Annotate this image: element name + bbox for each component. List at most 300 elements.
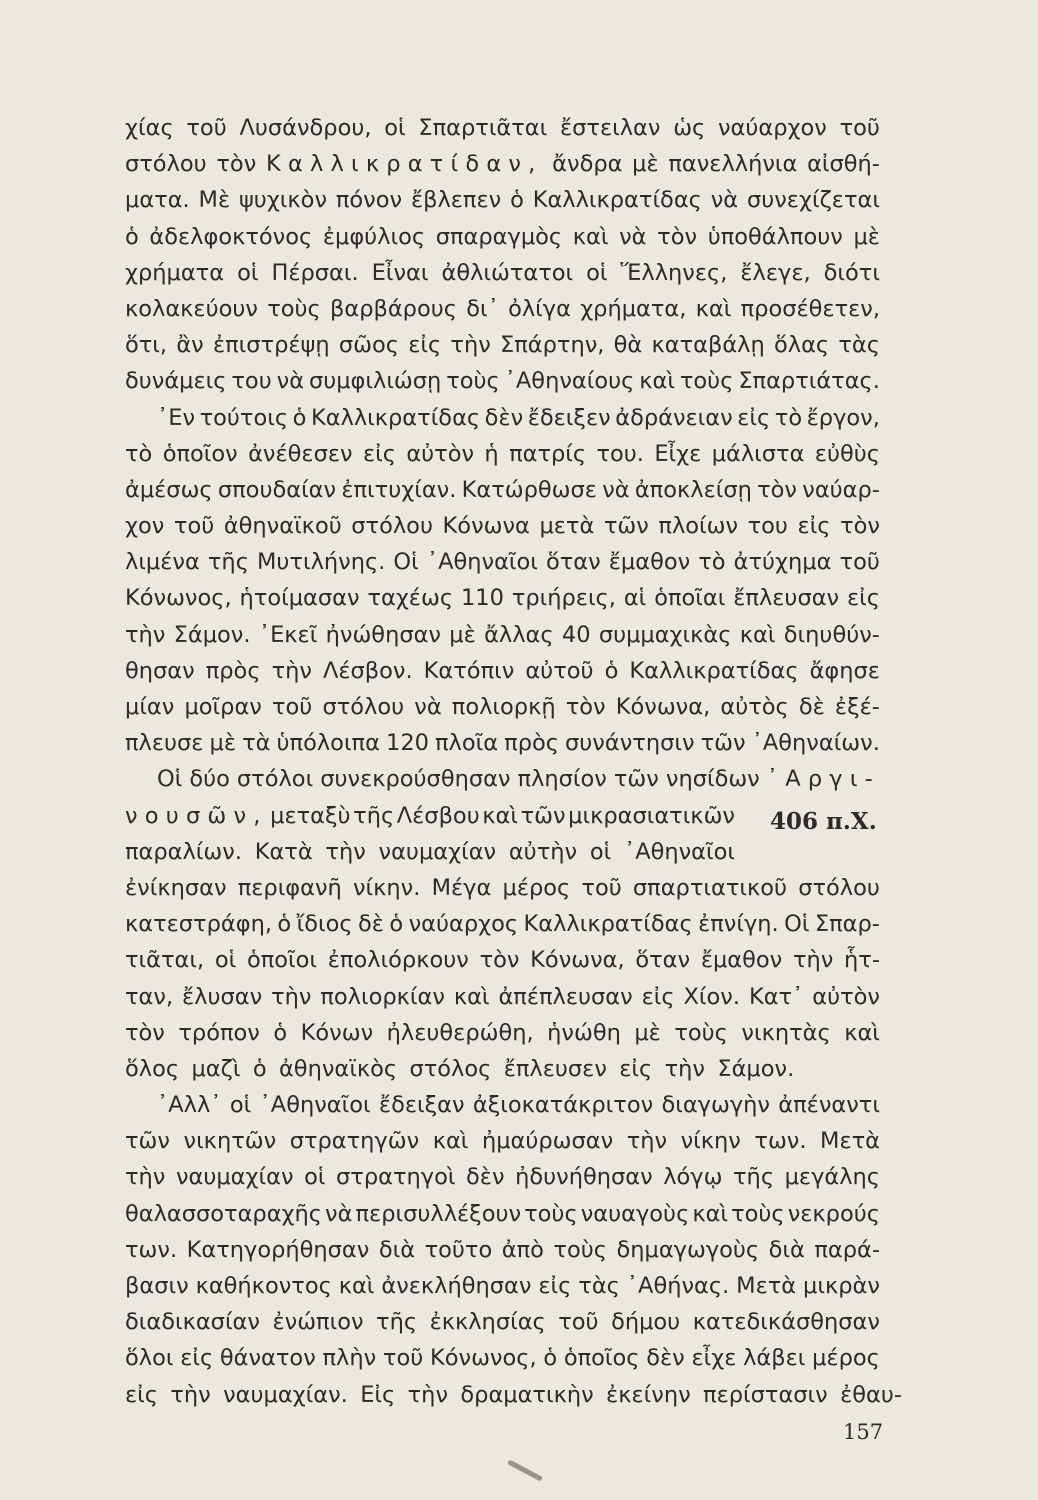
word: στόλοι [236, 766, 314, 793]
word: τοῦ [382, 1345, 424, 1372]
word: τοὺς [553, 1236, 607, 1263]
word: Σπάρτην, [500, 332, 605, 359]
word: εἰς [362, 440, 396, 467]
word: στόλου [351, 513, 433, 540]
word: ναυμαχίαν [378, 838, 497, 865]
word: Κατηγορήθησαν [186, 1236, 370, 1263]
word: ἔμαθον [700, 947, 783, 974]
word: τοῦ [173, 513, 215, 540]
word: τῆς [376, 1309, 418, 1336]
word: ναύαρχος [408, 911, 519, 938]
word: ἄφησε [809, 657, 880, 684]
word: μέρος [502, 874, 571, 901]
word: πολιορκίαν [320, 983, 445, 1010]
word: τὴν [450, 332, 491, 359]
word: τοῦ [581, 874, 622, 901]
word: ὅλος [125, 1055, 180, 1082]
word: αὐτὴν [508, 838, 578, 865]
word: ἐμφύλιος [322, 223, 426, 250]
word: Μυτιλήνης. [256, 549, 386, 576]
word: πόνον [335, 187, 403, 214]
word: τὴν [271, 657, 312, 684]
word: ἀτύχημα [733, 549, 832, 576]
word: αἱ [623, 585, 647, 612]
word: κατεδικάσθησαν [692, 1309, 880, 1336]
word: περίστασιν [703, 1381, 828, 1408]
word: ναυμαχίαν [175, 1164, 294, 1191]
word: ᾽Αθηναίους [504, 368, 635, 395]
word: ἡνώθη [547, 1019, 621, 1046]
word: τὸ [125, 440, 153, 467]
word: οἱ [304, 1164, 326, 1191]
word: ὅταν [545, 549, 601, 576]
word: μέρος [812, 1345, 880, 1372]
word: πρὸς [504, 730, 559, 757]
word: ὁ [273, 1019, 288, 1046]
word: τοὺς [446, 368, 500, 395]
word: Καλλικρατίδας [310, 404, 481, 431]
word: τὴν [664, 1055, 705, 1082]
word: μαζὶ [191, 1055, 241, 1082]
word: ἐκείνην [606, 1381, 691, 1408]
word: ναυμαχίαν. [223, 1381, 348, 1408]
word: Μετὰ [820, 1128, 880, 1155]
word: Οἱ [784, 911, 810, 938]
word: ἀθλιώτατοι [441, 259, 574, 286]
word: τοὺς [524, 1200, 578, 1227]
text-line [125, 761, 880, 797]
word: ταν, [125, 983, 174, 1010]
word: διὰ [768, 1236, 805, 1263]
word: Καλλικρατίδας [629, 657, 799, 684]
word: ὁ [604, 657, 619, 684]
word: τὸν [657, 223, 698, 250]
word: εἰς [125, 1381, 158, 1408]
word: τὴν [407, 1381, 449, 1408]
word: ἐθαυ- [840, 1381, 902, 1408]
word: νικητῶν [183, 1128, 277, 1155]
text-line [125, 979, 880, 1015]
word: ἀδελφοκτόνος [149, 223, 313, 250]
word: ταχέως [367, 585, 454, 612]
word: ἐπολιόρκουν [327, 947, 469, 974]
text-line [125, 1232, 880, 1268]
word: καὶ [844, 1019, 880, 1046]
word: νὰ [325, 1200, 353, 1227]
word: εἰς [408, 332, 442, 359]
word: καὶ [572, 223, 609, 250]
word: τούτοις [199, 404, 289, 431]
word: Μετὰ [736, 1273, 797, 1299]
word: θὰ [613, 332, 643, 359]
word: ὁ [510, 187, 524, 214]
word: τὴν [271, 983, 312, 1010]
text-line [125, 653, 880, 689]
word: ἀπέναντι [778, 1092, 880, 1119]
word: τῶν [125, 1128, 170, 1155]
word: ἀπὸ [501, 1236, 544, 1263]
word: Κατόπιν [423, 657, 515, 684]
word: οἱ [229, 1092, 252, 1119]
word: τὴν [325, 838, 366, 865]
word: μικρὰν [803, 1273, 880, 1299]
word: πλοῖα [435, 730, 499, 757]
word: συνάντησιν [565, 730, 695, 757]
word: νὰ [619, 223, 647, 250]
page-number: 157 [843, 1420, 884, 1444]
word: τοῦ [186, 115, 227, 141]
word: τὸν [125, 1019, 165, 1046]
word: ἐπιτυχίαν. [341, 476, 457, 503]
word: νὰ [414, 694, 442, 720]
word: αὐτὸν [406, 440, 475, 467]
word: τῆς [207, 549, 249, 576]
word: νίκην [680, 1128, 741, 1155]
word: διότι [823, 259, 880, 286]
word: ὁ [277, 911, 292, 938]
word: Πέρσαι. [271, 259, 359, 286]
word: τριήρεις, [511, 585, 616, 612]
text-line [125, 1087, 880, 1123]
text-line [125, 291, 880, 327]
word: ματα. [125, 187, 190, 214]
word: ἐξέ- [834, 694, 880, 720]
word: καταβάλῃ [651, 332, 765, 359]
word: συμμαχικὰς [598, 621, 732, 648]
word: τὰς [578, 1273, 620, 1299]
word: δημαγωγοὺς [616, 1236, 760, 1263]
word: στρατηγοὶ [336, 1164, 456, 1191]
word: ἀμέσως [125, 476, 213, 503]
word: χρήματα [125, 259, 225, 286]
word: του. [596, 440, 644, 467]
word: οἱ [586, 259, 608, 286]
word: νὰ [710, 187, 739, 214]
word: τοῦτο [424, 1236, 493, 1263]
word: τῆς [353, 802, 395, 829]
word: ὑπόλοιπα [276, 730, 380, 757]
word: περισυλλέξουν [355, 1200, 522, 1227]
word: τὸν [757, 476, 797, 503]
word: δὲν [484, 404, 524, 431]
word: νεκρούς [787, 1200, 880, 1227]
word: αὐτοῦ [525, 657, 594, 684]
word: πλευσε [125, 730, 204, 757]
word: Οἱ [393, 549, 419, 576]
body-text [125, 110, 902, 1413]
word: τιᾶται, [125, 947, 205, 974]
word: διαγωγὴν [661, 1092, 770, 1119]
word: τὸ [774, 404, 803, 431]
word: σπαραγμὸς [435, 223, 563, 250]
word: ἐνώπιον [272, 1309, 364, 1336]
word: μὲ [634, 1019, 661, 1046]
word: τοὺς [267, 295, 321, 322]
word: ἀνέθεσεν [248, 440, 353, 467]
word: μεγάλης [784, 1164, 880, 1191]
text-line [125, 219, 880, 255]
word: οἱ [214, 947, 237, 974]
word: ἔβλεπεν [410, 187, 502, 214]
word: τὸν [565, 694, 606, 720]
text-line [125, 110, 880, 146]
word: δι᾽ [466, 295, 499, 322]
word: Καλλικρατίδαν, [265, 151, 543, 178]
word: ἀξιοκατάκριτον [472, 1092, 654, 1119]
word: ἀδράνειαν [615, 404, 733, 431]
word: Μέγα [431, 874, 492, 901]
word: δήμου [611, 1309, 681, 1336]
word: αὐτὸς [720, 694, 789, 720]
word: Εἰς [360, 1381, 396, 1408]
word: ναύαρ- [802, 476, 880, 503]
word: τῶν [520, 802, 566, 829]
word: πολιορκῇ [451, 694, 556, 720]
text-line [125, 689, 880, 725]
word: νικητὰς [741, 1019, 831, 1046]
word: ἀθηναϊκοῦ [223, 513, 342, 540]
word: ᾽Αθήνας. [626, 1273, 730, 1299]
word: ναύαρχον [717, 115, 827, 141]
word: εἰς [180, 1345, 214, 1372]
text-line [125, 1268, 880, 1304]
text-line [125, 870, 880, 906]
word: τὴν [626, 1128, 668, 1155]
text-line [125, 327, 880, 363]
word: μοῖραν [184, 694, 262, 720]
word: Σάμον. [173, 621, 251, 648]
word: ἠλευθερώθη, [386, 1019, 534, 1046]
word: ὁ [292, 404, 307, 431]
word: δὲν [646, 1345, 685, 1372]
word: βαρβάρους [330, 295, 457, 322]
word: των. [754, 1128, 807, 1155]
word: προσέθετεν, [740, 295, 880, 322]
word: ὅτι, [125, 332, 168, 359]
word: ἀνεκλήθησαν [381, 1273, 532, 1299]
word: ἠμαύρωσαν [481, 1128, 614, 1155]
word: ᾽Αργι- [766, 766, 880, 793]
word: στόλος [409, 1055, 492, 1082]
word: μὲ [209, 730, 237, 757]
word: δραματικὴν [460, 1381, 594, 1408]
text-line [125, 182, 880, 218]
word: ἠδυνήθησαν [515, 1164, 653, 1191]
word: πλησίον [517, 766, 607, 793]
word: εἰς [538, 1273, 572, 1299]
word: ἀθηναϊκὸς [278, 1055, 398, 1082]
word: χον [125, 513, 165, 540]
word: οἱ [237, 259, 259, 286]
text-line [125, 400, 880, 436]
text-line [125, 1377, 902, 1413]
word: στόλου [798, 874, 880, 901]
word: πατρίς [509, 440, 587, 467]
word: ἐνίκησαν [125, 874, 227, 901]
text-line [125, 906, 880, 942]
word: μικρασιατικῶν [568, 802, 735, 829]
text-line [125, 798, 735, 834]
text-line [125, 363, 880, 399]
word: 40 [561, 621, 591, 648]
word: ὁ [543, 1345, 558, 1372]
word: Κατώρθωσε [461, 476, 597, 503]
word: ὀλίγα [508, 295, 571, 322]
word: μάλιστα [711, 440, 805, 467]
text-line [125, 725, 880, 761]
word: οἱ [589, 838, 612, 865]
word: ἄλλας [484, 621, 554, 648]
word: αὐτὸν [812, 983, 880, 1010]
word: Οἱ [157, 766, 183, 793]
word: λόγῳ [663, 1164, 723, 1191]
text-line [125, 1123, 880, 1159]
word: πλοίων [658, 513, 739, 540]
word: Κόνωνος, [125, 585, 232, 612]
word: ἔλυσαν [182, 983, 263, 1010]
word: τὴν [125, 1164, 166, 1191]
word: Μὲ [198, 187, 231, 214]
word: ἀποκλείσῃ [634, 476, 752, 503]
word: θάνατον [219, 1345, 316, 1372]
text-line [125, 617, 880, 653]
word: εἰς [847, 585, 880, 612]
word: ὁ [252, 1055, 267, 1082]
word: σῶος [338, 332, 399, 359]
word: ἐκκλησίας [429, 1309, 546, 1336]
word: εἰς [797, 513, 831, 540]
text-line [125, 580, 880, 616]
word: ὅλας [773, 332, 830, 359]
word: πρὸς [205, 657, 261, 684]
word: θησαν [125, 657, 195, 684]
word: τὴν [125, 621, 166, 648]
word: τὰ [242, 730, 271, 757]
word: λιμένα [125, 549, 200, 576]
word: Σάμον. [717, 1055, 795, 1082]
word: καὶ [695, 295, 732, 322]
word: ἡ [484, 440, 499, 467]
word: τὰς [838, 332, 880, 359]
word: τῶν [613, 766, 659, 793]
word: Καλλικρατίδας [532, 187, 702, 214]
word: εἶχε [691, 1345, 737, 1372]
word: καὶ [453, 983, 490, 1010]
word: στρατηγῶν [289, 1128, 420, 1155]
word: Εἶναι [371, 259, 429, 286]
word: ὅταν [635, 947, 691, 974]
word: καὶ [692, 1200, 729, 1227]
word: νὰ [602, 476, 630, 503]
word: συνεχίζεται [746, 187, 880, 214]
word: χίας [125, 115, 174, 141]
word: Κατὰ [254, 838, 313, 865]
word: τῆς [733, 1164, 775, 1191]
word: ἔστειλαν [559, 115, 661, 141]
word: χρήματα, [580, 295, 687, 322]
word: ναυαγοὺς [580, 1200, 690, 1227]
word: λάβει [743, 1345, 806, 1372]
word: μὲ [853, 223, 880, 250]
word: Κόνων [300, 1019, 374, 1046]
word: ὁποῖοι [246, 947, 318, 974]
word: δυνάμεις [125, 368, 227, 395]
word: ἴδιος [296, 911, 353, 938]
word: ἡτοίμασαν [239, 585, 360, 612]
text-line [125, 1015, 880, 1051]
text-line [125, 834, 735, 870]
word: 120 [386, 730, 429, 757]
text-line [125, 1051, 880, 1087]
word: συμφιλιώσῃ [308, 368, 442, 395]
word: ἔπλευσαν [733, 585, 840, 612]
word: Σπαρτιάτας. [738, 368, 880, 395]
word: ὁποῖος [563, 1345, 640, 1372]
word: ἔργον, [806, 404, 880, 431]
word: ψυχικὸν [238, 187, 328, 214]
text-line [125, 1196, 880, 1232]
word: Κατ᾽ [748, 983, 804, 1010]
word: καὶ [432, 1128, 469, 1155]
word: διηυθύν- [783, 621, 880, 648]
word: τοῦ [839, 549, 880, 576]
word: βασιν [125, 1273, 189, 1299]
word: ἐπνίγη. [698, 911, 779, 938]
word: του [231, 368, 272, 395]
text-line [125, 436, 880, 472]
word: παραλίων. [125, 838, 242, 865]
text-line [125, 544, 880, 580]
word: ἂν [176, 332, 204, 359]
word: ὁ [125, 223, 139, 250]
word: κατεστράφη, [125, 911, 272, 938]
word: παρά- [814, 1236, 880, 1263]
word: ᾽Αθηναῖοι [426, 549, 538, 576]
word: συνεκρούσθησαν [320, 766, 511, 793]
word: τοῦ [839, 115, 880, 141]
print-smudge [507, 1459, 543, 1481]
word: τὸν [840, 513, 880, 540]
word: τῶν [603, 513, 649, 540]
word: νησίδων [665, 766, 760, 793]
word: του [747, 513, 788, 540]
word: εἰς [619, 1055, 653, 1082]
word: Χίον. [683, 983, 741, 1010]
word: δὲ [798, 694, 825, 720]
word: τὴν [170, 1381, 211, 1408]
word: τῶν [700, 730, 746, 757]
word: οἱ [384, 115, 406, 141]
margin-date-note: 406 π.Χ. [770, 808, 877, 835]
word: νὰ [276, 368, 305, 395]
word: μετὰ [539, 513, 595, 540]
word: ἠνώθησαν [325, 621, 441, 648]
word: ἄνδρα [552, 151, 623, 178]
word: καὶ [639, 368, 675, 395]
word: μὲ [449, 621, 476, 648]
word: καὶ [482, 802, 519, 829]
word: Σπαρτιᾶται [418, 115, 548, 141]
word: Κόνωνα [442, 513, 530, 540]
word: πανελλήνια [668, 151, 798, 178]
word: ὁποῖον [162, 440, 238, 467]
word: Κόνωνα, [615, 694, 711, 720]
word: Κόνωνος, [429, 1345, 537, 1372]
word: ἔδειξαν [378, 1092, 465, 1119]
word: ὡς [673, 115, 706, 141]
word: τὸ [698, 549, 726, 576]
text-line [125, 255, 880, 291]
